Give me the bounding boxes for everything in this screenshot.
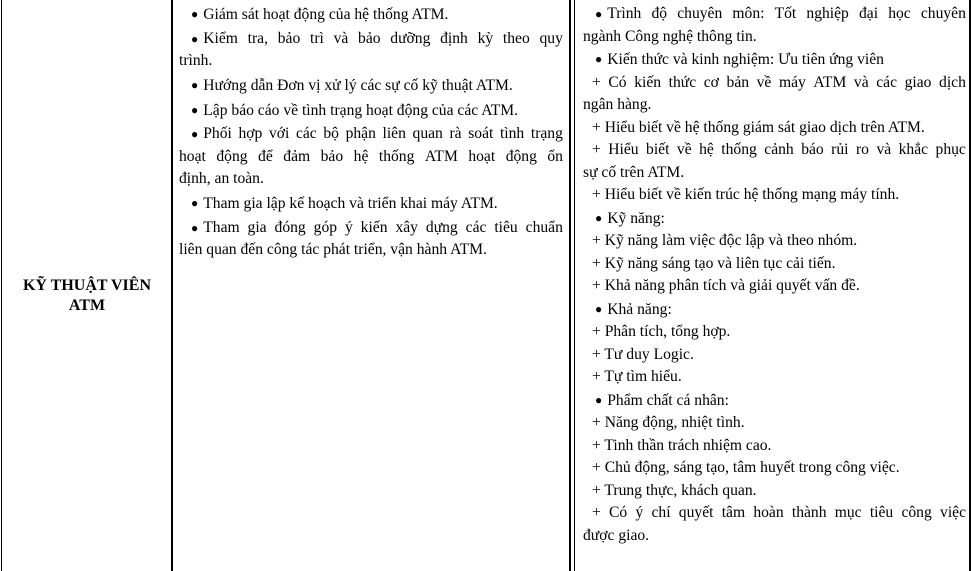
requirement-item-line: [592, 412, 966, 435]
requirement-item-text: Kỹ năng:: [607, 209, 665, 227]
requirement-item-text: + Chủ động, sáng tạo, tâm huyết trong công việc.: [592, 459, 900, 476]
requirement-item-text: + Tinh thần trách nhiệm cao.: [592, 436, 772, 454]
requirement-item-text: + Kỹ năng sáng tạo và liên tục cải tiến.: [592, 254, 836, 272]
bullet-icon: ●: [191, 102, 199, 117]
bullet-icon: ●: [191, 77, 199, 92]
bullet-icon: ●: [191, 195, 199, 210]
bullet-icon: ●: [191, 7, 199, 21]
requirement-item-text: ngân hàng.: [583, 96, 652, 113]
requirement-item-line: [592, 321, 966, 344]
requirement-item-line: [583, 525, 966, 548]
column-divider-2a: [569, 0, 571, 571]
requirement-item-line: [592, 184, 966, 207]
requirement-item-text: + Hiểu biết về kiến trúc hệ thống mạng máy tính.: [592, 186, 900, 203]
duty-item-text: định, an toàn.: [179, 170, 264, 188]
duty-item-text: Tham gia đóng góp ý kiến xây dựng các tiêu chuẩn: [203, 218, 563, 236]
duty-item-text: hoạt động để đảm bảo hệ thống ATM hoạt động ổn: [179, 147, 563, 165]
requirement-item-line: [592, 72, 966, 95]
column-divider-2b: [574, 0, 575, 571]
bullet-icon: ●: [595, 52, 603, 66]
requirement-item-text: + Tự tìm hiểu.: [592, 368, 682, 385]
duty-item-text: Tham gia lập kế hoạch và triển khai máy ATM.: [203, 194, 498, 212]
requirement-item-line: [592, 344, 966, 367]
requirement-item-line: [592, 435, 966, 458]
requirement-item-line: [592, 275, 966, 298]
requirement-item-line: [592, 117, 966, 140]
duty-item-text: Giám sát hoạt động của hệ thống ATM.: [203, 6, 449, 23]
duties-cell: [179, 0, 563, 571]
requirement-item-text: + Hiểu biết về hệ thống giám sát giao dịch trên ATM.: [592, 118, 925, 136]
position-title-line: ATM: [68, 297, 106, 314]
requirement-item-text: Phẩm chất cá nhân:: [607, 391, 729, 409]
requirement-item-line: [592, 139, 966, 162]
bullet-icon: ●: [595, 301, 603, 316]
bullet-icon: ●: [191, 31, 199, 46]
right-border: [969, 0, 971, 571]
duty-item-line: [191, 99, 563, 123]
requirement-item-text: + Trung thực, khách quan.: [592, 481, 757, 499]
requirement-item-text: sự cố trên ATM.: [583, 163, 685, 181]
duty-item-text: Hướng dẫn Đơn vị xử lý các sự cố kỹ thuật ATM.: [203, 76, 513, 94]
duty-item-line: [179, 146, 563, 169]
requirement-item-line: [595, 207, 966, 231]
requirement-item-line: [583, 26, 966, 49]
bullet-icon: ●: [595, 210, 603, 225]
bullet-icon: ●: [191, 127, 199, 142]
requirement-item-text: Khả năng:: [607, 300, 672, 318]
requirement-item-line: [595, 298, 966, 322]
duty-item-line: [179, 168, 563, 191]
position-title: [23, 276, 151, 316]
requirement-item-text: + Tư duy Logic.: [592, 345, 694, 363]
requirement-item-text: + Kỹ năng làm việc độc lập và theo nhóm.: [592, 232, 858, 249]
duty-item-line: [191, 192, 563, 216]
requirement-item-text: + Có kiến thức cơ bản về máy ATM và các giao dịch: [592, 73, 966, 91]
duty-item-text: trình.: [179, 52, 213, 70]
duty-item-line: [191, 3, 563, 27]
position-title-cell: [3, 0, 171, 571]
requirement-item-text: + Hiểu biết về hệ thống cảnh báo rủi ro và khắc phục: [592, 141, 966, 158]
requirement-item-line: [592, 230, 966, 253]
requirements-cell: [583, 0, 966, 571]
position-title-line: KỸ THUẬT VIÊN: [22, 277, 152, 294]
bullet-icon: ●: [595, 7, 603, 21]
duty-item-text: Kiểm tra, bảo trì và bảo dưỡng định kỳ theo quy: [203, 29, 563, 47]
left-border: [1, 0, 2, 571]
requirement-item-text: + Khả năng phân tích và giải quyết vấn đề.: [592, 277, 860, 294]
requirement-item-line: [595, 3, 966, 26]
requirement-item-text: Kiến thức và kinh nghiệm: Ưu tiên ứng viên: [607, 51, 884, 68]
requirement-item-text: + Phân tích, tổng hợp.: [592, 323, 731, 340]
requirement-item-line: [583, 162, 966, 185]
requirement-item-text: ngành Công nghệ thông tin.: [583, 27, 757, 45]
duty-item-line: [191, 123, 563, 146]
duty-item-line: [191, 217, 563, 240]
requirement-item-text: được giao.: [583, 526, 650, 544]
duty-item-line: [191, 74, 563, 98]
duty-item-text: Phối hợp với các bộ phận liên quan rà soát tình trạng: [203, 125, 563, 143]
requirement-item-text: Trình độ chuyên môn: Tốt nghiệp đại học chuyên: [607, 5, 966, 22]
requirement-item-text: + Có ý chí quyết tâm hoàn thành mục tiêu công việc: [592, 504, 966, 521]
requirement-item-line: [583, 94, 966, 117]
requirement-item-line: [595, 389, 966, 413]
requirement-item-line: [592, 480, 966, 503]
bullet-icon: ●: [191, 220, 199, 235]
bullet-icon: ●: [595, 392, 603, 407]
requirement-item-line: [592, 366, 966, 389]
column-divider-1: [171, 0, 173, 571]
duty-item-line: [191, 28, 563, 51]
requirement-item-text: + Năng động, nhiệt tình.: [592, 414, 745, 431]
requirement-item-line: [595, 48, 966, 72]
requirement-item-line: [592, 253, 966, 276]
requirement-item-line: [592, 457, 966, 480]
duty-item-text: liên quan đến công tác phát triển, vận hành ATM.: [179, 241, 487, 259]
duty-item-line: [179, 239, 563, 262]
requirement-item-line: [592, 502, 966, 525]
duty-item-text: Lập báo cáo về tình trạng hoạt động của các ATM.: [203, 101, 519, 119]
duty-item-line: [179, 50, 563, 73]
